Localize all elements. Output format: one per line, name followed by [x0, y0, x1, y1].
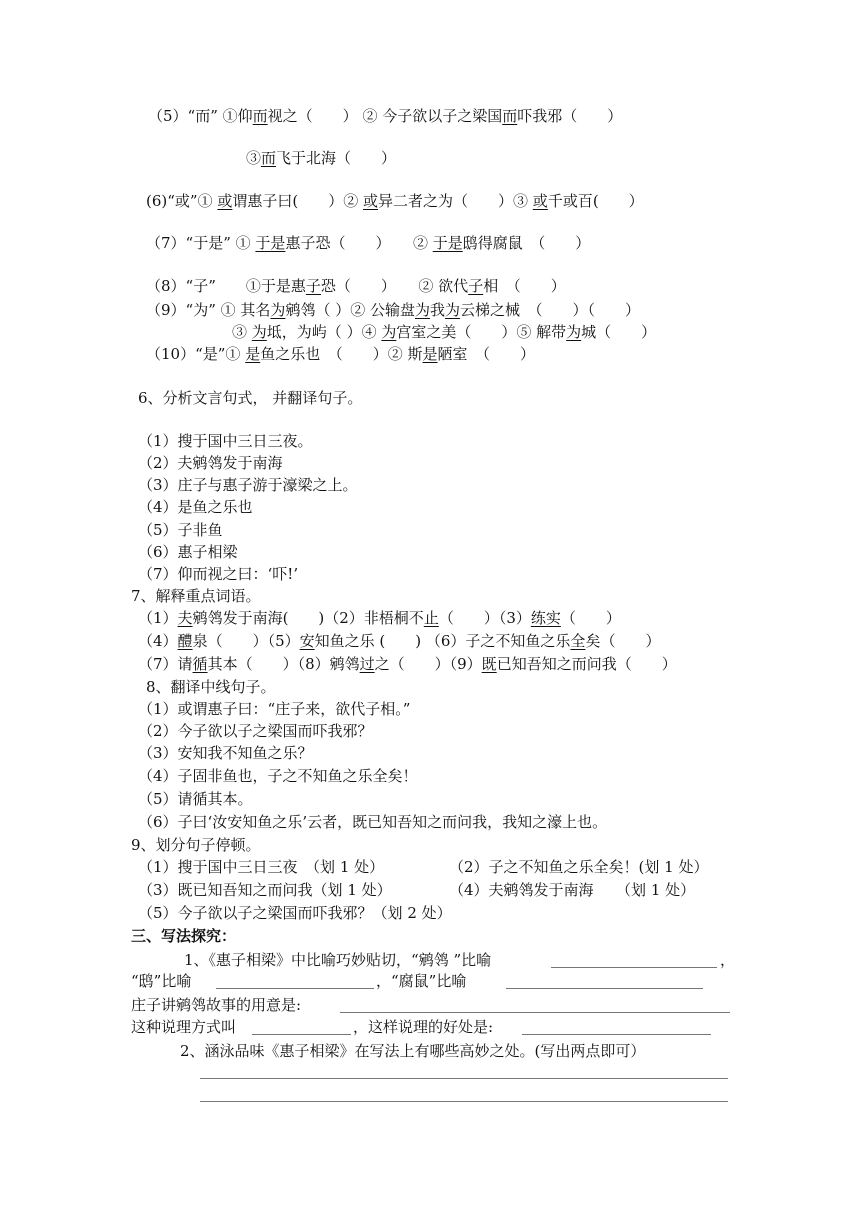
sec6-item-1: （1）搜于国中三日三夜。	[138, 432, 313, 450]
q2-answer-line-1[interactable]	[200, 1078, 728, 1079]
q1-blank-5[interactable]	[252, 1034, 351, 1035]
q1-line-3: 庄子讲鹓鸰故事的用意是:	[131, 996, 302, 1014]
sec7-line-3: （7）请循其本（ ）（8）鹓鸰过之（ ）（9）既已知吾知之而问我（ ）	[138, 655, 677, 673]
sec8-item-1: （1）或谓惠子曰：“庄子来，欲代子相。”	[138, 700, 411, 718]
item-5-line-1: （5）“而” ①仰而视之（ ） ② 今子欲以子之梁国而吓我邪（ ）	[148, 107, 623, 125]
item-10: （10）“是”① 是鱼之乐也 （ ）② 斯是陋室 （ ）	[146, 345, 536, 363]
sec6-item-7: （7）仰而视之曰：‘吓!’	[138, 565, 299, 583]
q1-line-4-start: 这种说理方式叫	[131, 1018, 237, 1036]
section-8-heading: 8、翻译中线句子。	[146, 678, 276, 696]
section-7-heading: 7、解释重点词语。	[131, 587, 261, 605]
section-6-heading: 6、分析文言句式， 并翻译句子。	[138, 389, 363, 407]
q2-answer-line-2[interactable]	[200, 1101, 728, 1102]
sec7-line-2: （4）醴泉（ ）（5）安知鱼之乐 ( ) （6）子之不知鱼之乐全矣（ ）	[138, 632, 661, 650]
sec7-line-1: （1）夫鹓鸰发于南海( )（2）非梧桐不止（ ）（3）练实（ ）	[138, 609, 621, 627]
sec6-item-3: （3）庄子与惠子游于濠梁之上。	[138, 476, 358, 494]
sec8-item-6: （6）子曰‘汝安知鱼之乐’云者，既已知吾知之而问我，我知之濠上也。	[138, 813, 608, 831]
item-9-line-1: （9）“为” ① 其名为鹓鸰（ ）② 公输盘为我为云梯之械 （ ）（ ）	[146, 301, 641, 319]
sec9-item-5: （5）今子欲以子之梁国而吓我邪？（划 2 处）	[138, 904, 452, 922]
q1-blank-3[interactable]	[506, 988, 703, 989]
q1-blank-6[interactable]	[522, 1034, 711, 1035]
q1-line-1: 1、《惠子相梁》中比喻巧妙贴切，“鹓鸰 ”比喻	[184, 951, 492, 969]
sec6-item-2: （2）夫鹓鸰发于南海	[138, 454, 283, 472]
q1-blank-2[interactable]	[216, 988, 374, 989]
sec9-item-4: （4）夫鹓鸰发于南海 （划 1 处）	[449, 881, 696, 899]
sec9-item-1: （1）搜于国中三日三夜 （划 1 处）	[138, 858, 385, 876]
sec6-item-4: （4）是鱼之乐也	[138, 498, 253, 516]
sec6-item-5: （5）子非鱼	[138, 521, 223, 539]
item-6: (6)“或”① 或谓惠子曰( ）② 或异二者之为（ ）③ 或千或百( ）	[146, 192, 644, 210]
sec6-item-6: （6）惠子相梁	[138, 543, 238, 561]
q1-line-2-start: “鸱”比喻	[131, 972, 192, 990]
sec8-item-4: （4）子固非鱼也，子之不知鱼之乐全矣！	[138, 767, 418, 785]
q1-blank-1[interactable]	[551, 967, 717, 968]
item-8: （8）“子” ①于是惠子恐（ ） ② 欲代子相 （ ）	[146, 277, 566, 295]
sec9-item-2: （2）子之不知鱼之乐全矣！(划 1 处）	[449, 858, 709, 876]
q2-prompt: 2、涵泳品味《惠子相梁》在写法上有哪些高妙之处。(写出两点即可）	[180, 1042, 646, 1060]
sec8-item-2: （2）今子欲以子之梁国而吓我邪？	[138, 722, 373, 740]
sec9-item-3: （3）既已知吾知之而问我（划 1 处）	[138, 881, 392, 899]
item-7: （7）“于是” ① 于是惠子恐（ ） ② 于是鸱得腐鼠 （ ）	[146, 234, 591, 252]
q1-line-4-mid: ，这样说理的好处是:	[353, 1018, 494, 1036]
q1-line-1-end: ，	[720, 951, 736, 969]
sec8-item-5: （5）请循其本。	[138, 790, 253, 808]
item-9-line-2: ③ 为坻，为屿（ ）④ 为宫室之美（ ）⑤ 解带为城（ ）	[232, 323, 657, 341]
section-9-heading: 9、划分句子停顿。	[131, 836, 261, 854]
q1-line-2-mid: ，“腐鼠”比喻	[376, 972, 467, 990]
part-3-heading: 三、写法探究：	[131, 927, 237, 945]
item-5-line-2: ③而飞于北海（ ）	[246, 149, 397, 167]
q1-blank-4[interactable]	[340, 1012, 730, 1013]
sec8-item-3: （3）安知我不知鱼之乐？	[138, 744, 313, 762]
